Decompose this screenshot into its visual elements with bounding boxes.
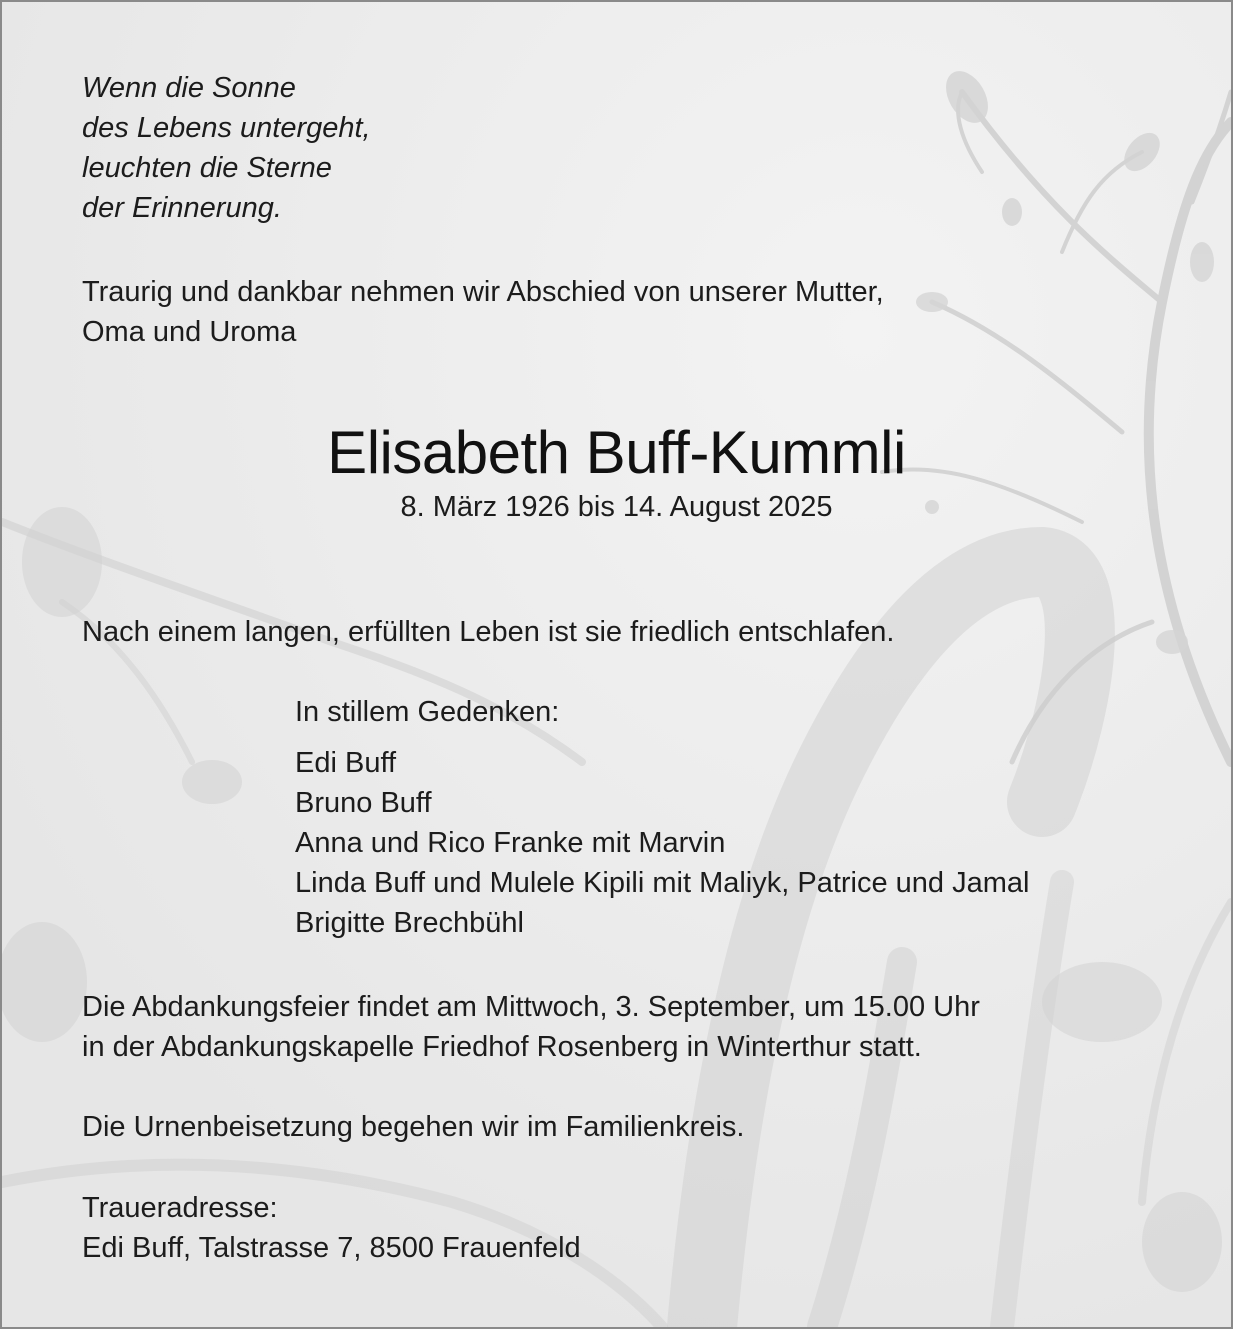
deceased-header (2, 417, 1231, 525)
poem-line: des Lebens untergeht, (82, 112, 371, 144)
passing-statement: Nach einem langen, erfüllten Leben ist sie friedlich entschlafen. (82, 616, 895, 648)
intro-line: Oma und Uroma (82, 316, 297, 348)
ceremony-line: Die Abdankungsfeier findet am Mittwoch, 3. September, um 15.00 Uhr (82, 991, 980, 1023)
urn-burial-note: Die Urnenbeisetzung begehen wir im Familienkreis. (82, 1111, 745, 1143)
mourner-name: Bruno Buff (295, 787, 432, 819)
ceremony-line: in der Abdankungskapelle Friedhof Rosenberg in Winterthur statt. (82, 1031, 922, 1063)
mourner-name: Anna und Rico Franke mit Marvin (295, 827, 726, 859)
poem-line: Wenn die Sonne (82, 72, 296, 104)
intro-line: Traurig und dankbar nehmen wir Abschied von unserer Mutter, (82, 276, 884, 308)
poem-line: der Erinnerung. (82, 192, 282, 224)
mourner-name: Edi Buff (295, 747, 397, 779)
mourner-name: Brigitte Brechbühl (295, 907, 524, 939)
mourners-list (295, 743, 1029, 943)
deceased-name: Elisabeth Buff-Kummli (327, 419, 906, 486)
ceremony-details (82, 987, 980, 1067)
memorial-poem (82, 68, 371, 228)
mourner-name: Linda Buff und Mulele Kipili mit Maliyk, Patrice und Jamal (295, 867, 1030, 899)
farewell-intro (82, 272, 884, 352)
address-line: Edi Buff, Talstrasse 7, 8500 Frauenfeld (82, 1232, 581, 1264)
address-label: Traueradresse: (82, 1192, 278, 1224)
mourners-label: In stillem Gedenken: (295, 696, 560, 728)
mourning-address (82, 1188, 581, 1268)
life-dates: 8. März 1926 bis 14. August 2025 (400, 491, 833, 523)
poem-line: leuchten die Sterne (82, 152, 332, 184)
